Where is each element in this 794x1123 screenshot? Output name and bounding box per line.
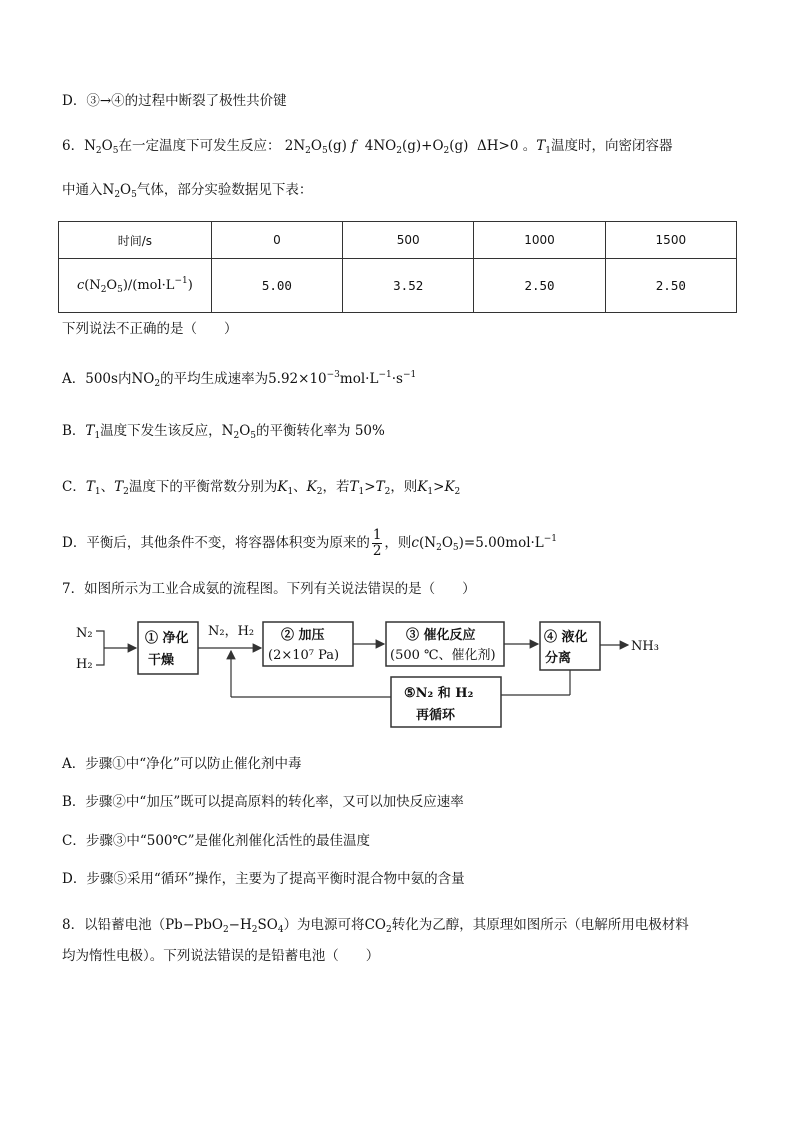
step2-label-line1: ② 加压 (281, 628, 325, 643)
step2-label-line2: (2×10⁷ Pa) (268, 648, 340, 663)
q7-stem: 7．如图所示为工业合成氨的流程图。下列有关说法错误的是（ ） (62, 581, 476, 597)
step5-label-line2: 再循环 (416, 708, 456, 723)
step4-label-line1: ④ 液化 (544, 630, 588, 645)
step4-label-line2: 分离 (545, 651, 572, 666)
input-n2: N₂ (76, 626, 93, 641)
table-cell: 5.00 (211, 259, 342, 313)
q7-option-b: B．步骤②中“加压”既可以提高原料的转化率，又可以加快反应速率 (62, 794, 464, 810)
fraction-one-half: $\frac{1}{2}$ (372, 527, 382, 559)
step3-label-line2: (500 ℃、催化剂) (390, 648, 496, 663)
table-row-label: $c(N_2O_5)/(mol\cdot L^{-1})$ (59, 259, 212, 313)
step3-label-line1: ③ 催化反应 (406, 628, 476, 643)
table-header-cell: 500 (343, 222, 474, 259)
step1-label-line1: ① 净化 (145, 631, 189, 646)
table-cell: 3.52 (343, 259, 474, 313)
gas-mixture-label: N₂，H₂ (208, 624, 255, 639)
q7-option-a: A．步骤①中“净化”可以防止催化剂中毒 (62, 756, 302, 772)
table-cell: 2.50 (605, 259, 736, 313)
input-h2: H₂ (76, 657, 93, 672)
step1-label-line2: 干燥 (148, 653, 175, 668)
q8-stem-line2: 均为惰性电极）。下列说法错误的是铅蓄电池（ ） (62, 948, 380, 964)
table-header-cell: 时间/s (59, 222, 212, 259)
q6-stem-line2: 中通入$N_2O_5$气体，部分实验数据见下表： (62, 182, 313, 200)
table-header-cell: 0 (211, 222, 342, 259)
table-header-cell: 1000 (474, 222, 605, 259)
q8-stem-line1: 8．以铅蓄电池$(Pb-PbO_2-H_2SO_4)$为电源可将$CO_2$转化为乙醇，其原理如图所示（电解所用电极材料 (62, 917, 689, 935)
q6-option-d: D．平衡后，其他条件不变，将容器体积变为原来的 $\frac{1}{2}$ ，则$c(N_2O_5)=5.00mol\cdot L^{-1}$ (62, 527, 558, 559)
q6-stem-line1: 6．$N_2O_5$在一定温度下可发生反应： $2N_2O_5(g)$ f $4NO_2(g)+O_2(g)$ ΔH>0 。$T_1$温度时，向密闭容器 (62, 138, 673, 156)
q6-option-c: C．$T_1$、$T_2$温度下的平衡常数分别为$K_1$、$K_2$，若$T_1>T_2$，则$K_1>K_2$ (62, 479, 461, 497)
ammonia-synthesis-flowchart (68, 617, 668, 732)
q6-data-table (58, 221, 737, 313)
table-header-cell: 1500 (605, 222, 736, 259)
q6-option-b: B．$T_1$温度下发生该反应，$N_2O_5$的平衡转化率为 50% (62, 423, 385, 441)
q7-option-c: C．步骤③中“500℃”是催化剂催化活性的最佳温度 (62, 833, 371, 849)
q5-option-d: D．③→④的过程中断裂了极性共价键 (62, 93, 287, 109)
q6-prompt: 下列说法不正确的是（ ） (62, 321, 238, 337)
product-nh3: NH₃ (631, 639, 659, 654)
step5-label-line1: ⑤N₂ 和 H₂ (404, 686, 474, 701)
q6-option-a: A．500s内$NO_2$的平均生成速率为$5.92\times 10^{-3}mol\cdot L^{-1}\cdot s^{-1}$ (62, 370, 417, 389)
q7-option-d: D．步骤⑤采用“循环”操作，主要为了提高平衡时混合物中氨的含量 (62, 871, 465, 887)
table-cell: 2.50 (474, 259, 605, 313)
